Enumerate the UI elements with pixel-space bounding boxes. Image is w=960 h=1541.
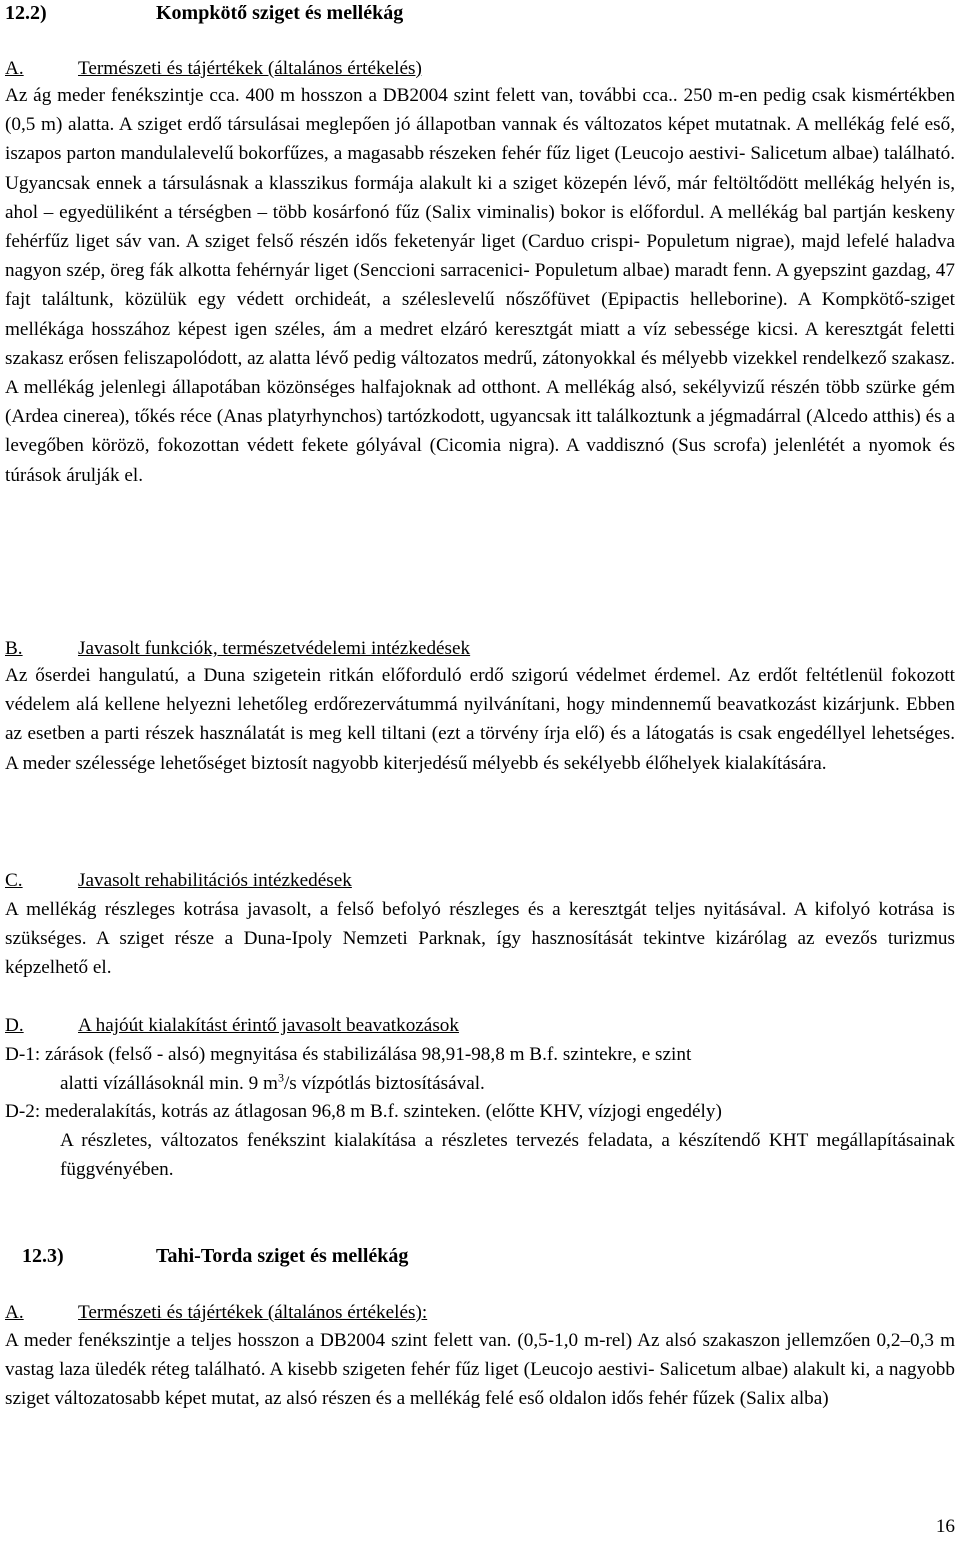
d2-continuation: A részletes, változatos fenékszint kialakítása a részletes tervezés feladata, a készítendő KHT megállapításainak függvényében. bbox=[60, 1130, 955, 1181]
d1-text: zárások (felső - alsó) megnyitása és stabilizálása 98,91-98,8 m B.f. szintekre, e szint bbox=[44, 1044, 692, 1065]
subheading-title: Természeti és tájértékek (általános értékelés): bbox=[78, 1302, 428, 1323]
d1-superscript: 3 bbox=[277, 1070, 284, 1085]
subheading-title: Természeti és tájértékek (általános értékelés) bbox=[78, 58, 422, 79]
subheading-title: Javasolt funkciók, természetvédelemi intézkedések bbox=[78, 638, 471, 659]
subheading-letter: A. bbox=[5, 58, 24, 79]
paragraph-b: Az őserdei hangulatú, a Duna szigetein ritkán előforduló erdő szigorú védelmet érdemel. Az erdőt feltétlenül fokozott védelem alá kellene helyezni lehetőleg erdőrezervátummá nyilvánítani, hogy mindennemű beavatkozást kizárjunk. Ebben az esetben a parti részek használatát is meg kell tiltani (ezt a törvény írja elő) és a látogatás is csak engedéllyel lehetséges. A meder szélessége lehetőséget biztosít nagyobb kiterjedésű mélyebb és sekélyebb élőhelyek kialakítására. bbox=[5, 665, 955, 774]
page-number: 16 bbox=[935, 1516, 955, 1537]
section-number: 12.2) bbox=[5, 2, 47, 24]
subheading-d bbox=[5, 1011, 459, 1040]
subheading-letter: A. bbox=[5, 1302, 24, 1323]
section-heading-12-2 bbox=[5, 0, 403, 28]
d1-continuation bbox=[60, 1069, 960, 1098]
subheading-letter: C. bbox=[5, 870, 23, 891]
d2-line bbox=[5, 1097, 955, 1126]
d2-text: mederalakítás, kotrás az átlagosan 96,8 m B.f. szinteken. (előtte KHV, vízjogi engedély) bbox=[44, 1101, 722, 1122]
subheading-a bbox=[5, 54, 422, 83]
subheading-title: Javasolt rehabilitációs intézkedések bbox=[78, 870, 352, 891]
subheading-a-12-3 bbox=[5, 1298, 427, 1327]
subheading-letter: B. bbox=[5, 638, 23, 659]
section-number: 12.3) bbox=[22, 1245, 64, 1267]
d2-label: D-2: bbox=[5, 1101, 41, 1122]
d1-label: D-1: bbox=[5, 1044, 41, 1065]
paragraph-c: A mellékág részleges kotrása javasolt, a felső befolyó részleges és a keresztgát teljes nyitásával. A kifolyó kotrása is szükséges. A sziget része a Duna-Ipoly Nemzeti Parknak, így hasznosítását tekintve kizárólag az evezős turizmus képzelhető el. bbox=[5, 899, 955, 979]
paragraph-a: Az ág meder fenékszintje cca. 400 m hosszon a DB2004 szint felett van, további cca.. 250 m-en pedig csak kismértékben (0,5 m) alatta. A sziget erdő társulásai meglepően jó állapotban vannak és változatos képet mutatnak. A mellékág felé eső, iszapos parton mandulalevelű bokorfűzes, a magasabb részeken fehér fűz liget (Leucojo aestivi- Salicetum albae) található. Ugyancsak ennek a társulásnak a klasszikus formája alakult ki a sziget közepén lévő, már feltöltődött mellékág helyén is, ahol – egyedüliként a térségben – több kosárfonó fűz (Salix viminalis) bokor is előfordul. A mellékág bal partján keskeny fehérfűz liget sáv van. A sziget felső részén idős feketenyár liget (Carduo crispi- Populetum nigrae), majd lefelé haladva nagyon szép, öreg fák alkotta fehérnyár liget (Senccioni sarracenici- Populetum albae) maradt fenn. A gyepszint gazdag, 47 fajt találtunk, közülük egy védett orchideát, a széleslevelű nőszőfüvet (Epipactis helleborine). A Kompkötő-sziget mellékága hosszához képest igen széles, ám a medret elzáró keresztgát miatt a víz sebessége kicsi. A keresztgát feletti szakasz erősen feliszapolódott, az alatta lévő pedig változatos medrű, zátonyokkal és mélyebb vizekkel rendelkező szakasz. A mellékág jelenlegi állapotában közönséges halfajoknak ad otthont. A mellékág alsó, sekélyvizű részén több szürke gém (Ardea cinerea), tőkés réce (Anas platyrhynchos) tartózkodott, ugyancsak itt találkoztunk a jégmadárral (Alcedo atthis) és a levegőben körözö, fokozottan védett fekete gólyával (Cicomia nigra). A vaddisznó (Sus scrofa) jelenlétét a nyomok és túrások árulják el. bbox=[5, 85, 955, 486]
section-title: Tahi-Torda sziget és mellékág bbox=[156, 1245, 409, 1267]
d1-line bbox=[5, 1040, 955, 1069]
subheading-title: A hajóút kialakítást érintő javasolt beavatkozások bbox=[78, 1015, 459, 1036]
d1-cont-text: alatti vízállásoknál min. 9 m bbox=[60, 1073, 278, 1094]
paragraph-a-12-3: A meder fenékszintje a teljes hosszon a DB2004 szint felett van. (0,5-1,0 m-rel) Az alsó szakaszon jellemzően 0,2–0,3 m vastag laza üledék réteg található. A kisebb szigeten fehér fűz liget (Leucojo aestivi- Salicetum albae) alakult ki, a nagyobb sziget változatosabb képet mutat, az alsó részen és a mellékág felé eső oldalon idős fehér fűzek (Salix alba) bbox=[5, 1330, 955, 1410]
subheading-c bbox=[5, 866, 352, 895]
subheading-letter: D. bbox=[5, 1015, 24, 1036]
section-heading-12-3 bbox=[22, 1242, 408, 1271]
subheading-b bbox=[5, 634, 470, 663]
section-title: Kompkötő sziget és mellékág bbox=[156, 2, 404, 24]
d1-cont-text-end: /s vízpótlás biztosításával. bbox=[283, 1073, 485, 1094]
